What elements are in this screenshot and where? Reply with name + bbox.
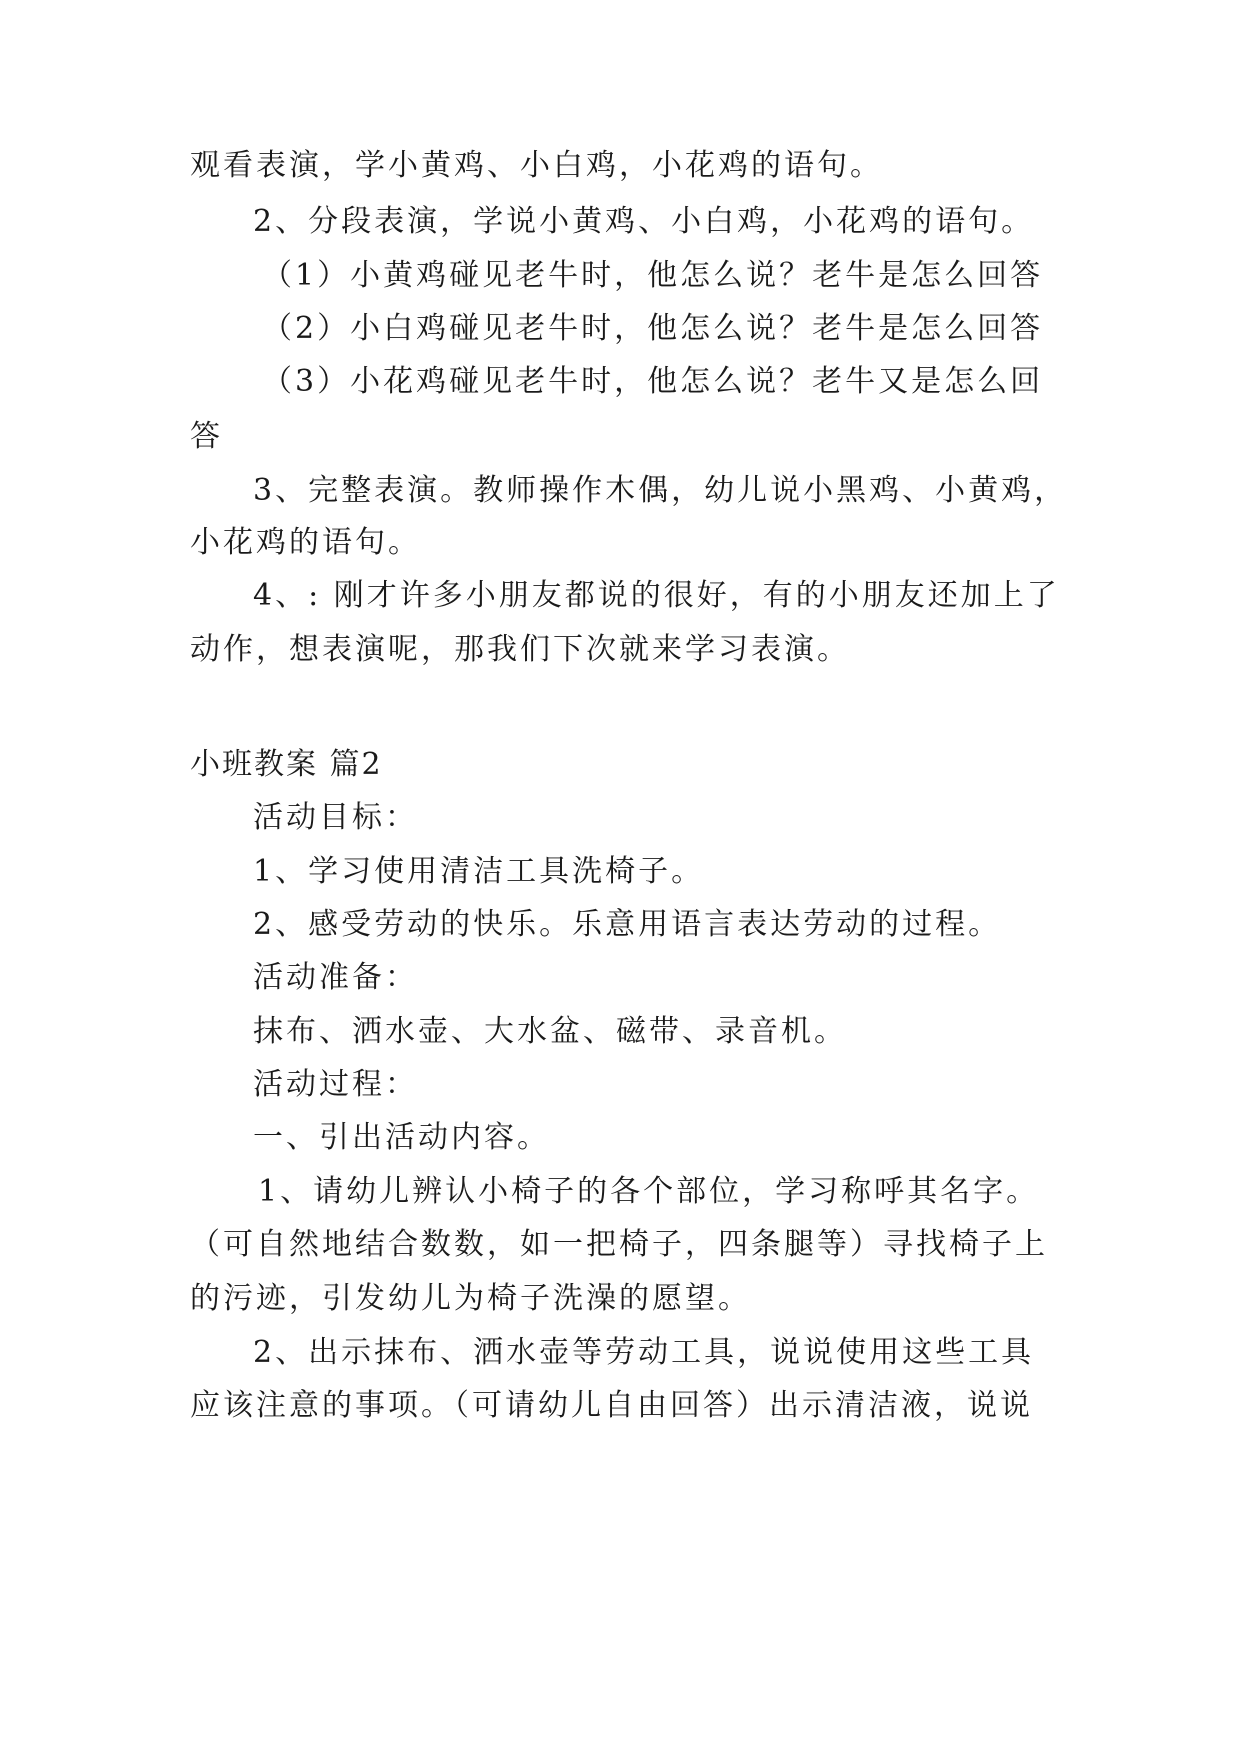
text-line: 3、完整表演。教师操作木偶，幼儿说小黑鸡、小黄鸡， — [253, 473, 1068, 508]
text-line: 1、请幼儿辨认小椅子的各个部位，学习称呼其名字。 — [258, 1174, 1040, 1209]
text-line: 2、分段表演，学说小黄鸡、小白鸡，小花鸡的语句。 — [253, 204, 1035, 239]
text-line: （1）小黄鸡碰见老牛时，他怎么说？老牛是怎么回答 — [262, 258, 1044, 293]
text-line: 2、出示抹布、洒水壶等劳动工具，说说使用这些工具 — [253, 1335, 1035, 1370]
text-line: 的污迹，引发幼儿为椅子洗澡的愿望。 — [190, 1281, 751, 1316]
text-line: 动作，想表演呢，那我们下次就来学习表演。 — [190, 632, 850, 667]
text-line: 抹布、洒水壶、大水盆、磁带、录音机。 — [253, 1014, 847, 1049]
text-line: 活动准备： — [253, 960, 418, 995]
text-line: 答 — [190, 419, 223, 454]
text-line: （3）小花鸡碰见老牛时，他怎么说？老牛又是怎么回 — [262, 364, 1044, 399]
text-line: （可自然地结合数数，如一把椅子，四条腿等）寻找椅子上 — [190, 1227, 1048, 1262]
text-line: 一、引出活动内容。 — [253, 1120, 550, 1155]
text-line: 1、学习使用清洁工具洗椅子。 — [253, 854, 705, 889]
text-line: 观看表演，学小黄鸡、小白鸡，小花鸡的语句。 — [190, 148, 883, 183]
text-line: （2）小白鸡碰见老牛时，他怎么说？老牛是怎么回答 — [262, 311, 1044, 346]
text-line: 应该注意的事项。（可请幼儿自由回答）出示清洁液，说说 — [190, 1388, 1033, 1423]
text-line: 活动目标： — [253, 800, 418, 835]
text-line: 4、: 刚才许多小朋友都说的很好，有的小朋友还加上了 — [253, 578, 1060, 613]
text-line: 2、感受劳动的快乐。乐意用语言表达劳动的过程。 — [253, 907, 1002, 942]
text-line: 小花鸡的语句。 — [190, 525, 421, 560]
section-heading: 小班教案 篇2 — [190, 747, 383, 782]
text-line: 活动过程： — [253, 1067, 418, 1102]
